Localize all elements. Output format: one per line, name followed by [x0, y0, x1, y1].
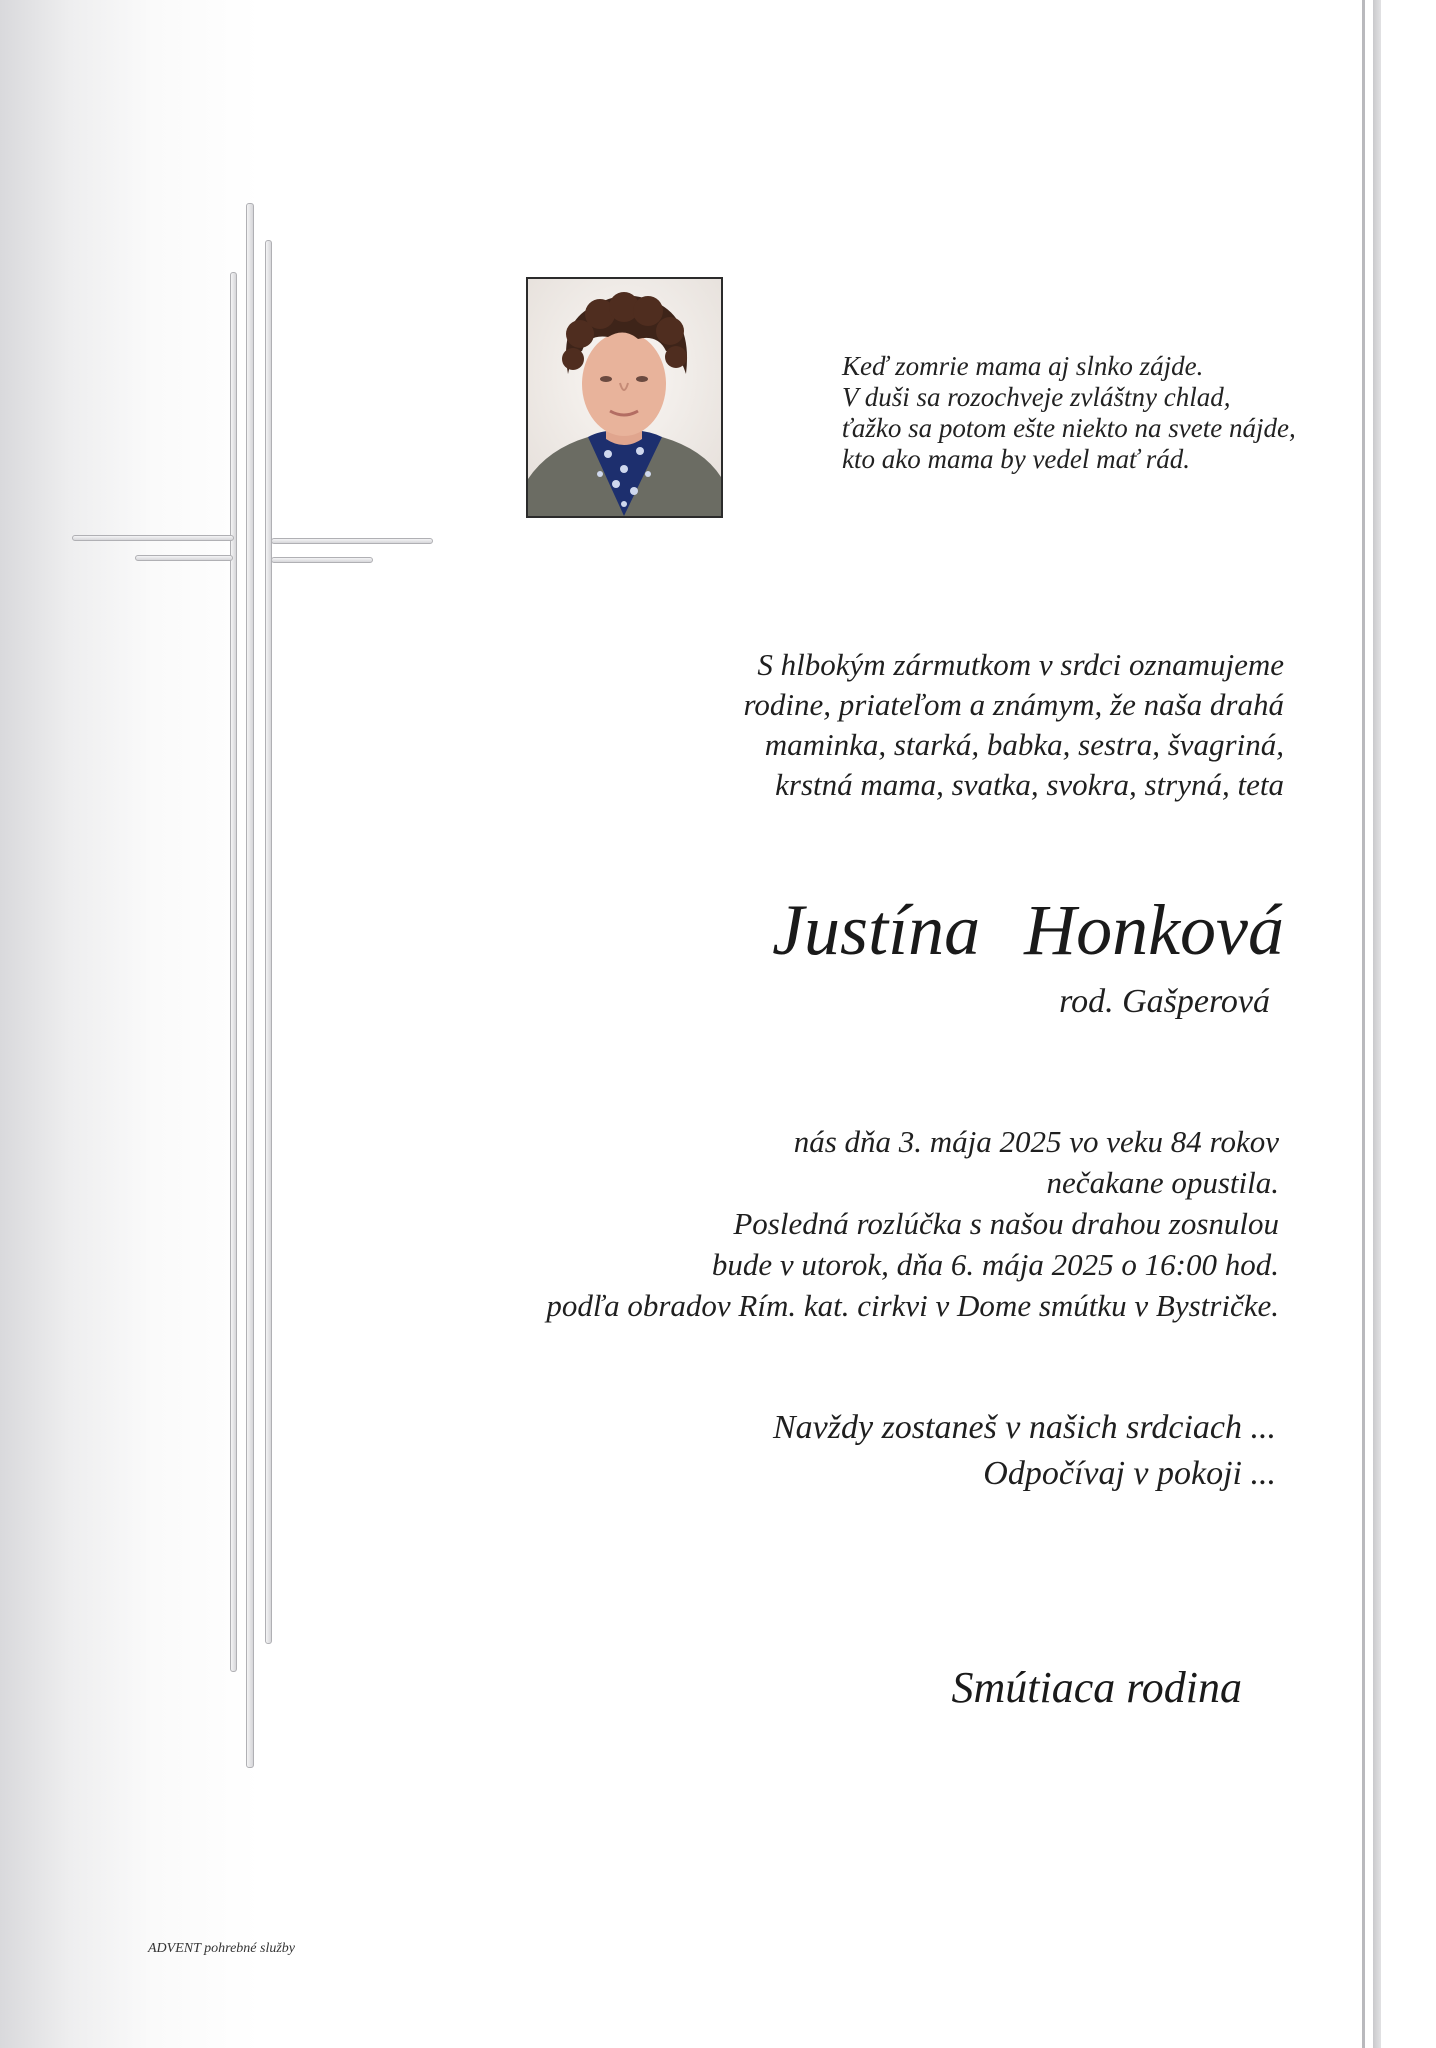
cross-horizontal-bar-right-upper	[271, 538, 433, 544]
details-line: podľa obradov Rím. kat. cirkvi v Dome smútku v Bystričke.	[546, 1288, 1279, 1323]
poem-line: Keď zomrie mama aj slnko zájde.	[842, 351, 1204, 381]
family-signature: Smútiaca rodina	[951, 1663, 1242, 1712]
farewell-line: Navždy zostaneš v našich srdciach ...	[772, 1409, 1276, 1446]
announcement-text	[743, 645, 1284, 805]
cross-horizontal-bar-left-upper	[72, 535, 234, 541]
maiden-name: rod. Gašperová	[1059, 983, 1270, 1020]
funeral-service-credit: ADVENT pohrebné služby	[148, 1941, 295, 1956]
cross-horizontal-bar-left-lower	[135, 555, 233, 561]
farewell-line: Odpočívaj v pokoji ...	[983, 1455, 1276, 1492]
right-edge-line	[1362, 0, 1365, 2048]
cross-vertical-bar-left	[230, 272, 237, 1672]
details-line: nečakane opustila.	[1046, 1165, 1279, 1200]
announcement-line: krstná mama, svatka, svokra, stryná, teta	[775, 767, 1284, 802]
announcement-line: maminka, starká, babka, sestra, švagriná,	[764, 727, 1284, 762]
announcement-line: S hlbokým zármutkom v srdci oznamujeme	[757, 647, 1284, 682]
cross-vertical-bar-right	[265, 240, 272, 1644]
cross-horizontal-bar-right-lower	[271, 557, 373, 563]
memorial-poem	[842, 351, 1296, 475]
details-line: Posledná rozlúčka s našou drahou zosnulou	[733, 1206, 1279, 1241]
portrait-illustration	[528, 279, 721, 516]
right-edge-band	[1373, 0, 1381, 2048]
details-line: nás dňa 3. mája 2025 vo veku 84 rokov	[793, 1124, 1279, 1159]
announcement-line: rodine, priateľom a známym, že naša drahá	[743, 687, 1284, 722]
poem-line: kto ako mama by vedel mať rád.	[842, 444, 1190, 474]
funeral-details	[546, 1121, 1279, 1326]
farewell-text	[773, 1405, 1276, 1497]
portrait-photo	[526, 277, 723, 518]
deceased-name: Justína Honková	[772, 890, 1284, 970]
poem-line: ťažko sa potom ešte niekto na svete nájde,	[842, 413, 1296, 443]
cross-vertical-bar-center	[246, 203, 254, 1768]
details-line: bude v utorok, dňa 6. mája 2025 o 16:00 hod.	[711, 1247, 1279, 1282]
poem-line: V duši sa rozochveje zvláštny chlad,	[842, 382, 1231, 412]
